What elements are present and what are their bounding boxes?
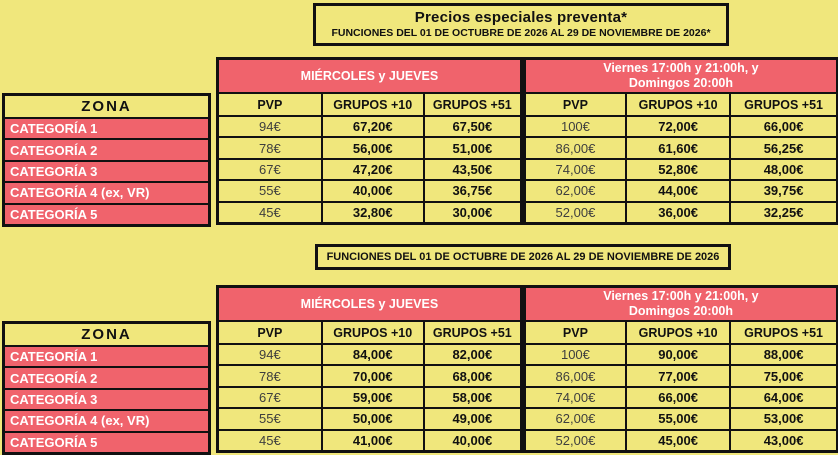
col-header-pvp: PVP [523, 93, 626, 116]
price-cell: 32,80€ [322, 202, 424, 224]
price-cell: 56,25€ [730, 137, 837, 158]
price-cell: 53,00€ [730, 408, 837, 429]
regular-pricing-section [2, 285, 838, 455]
price-cell: 52,80€ [626, 159, 730, 180]
price-cell: 94€ [218, 344, 322, 365]
price-cell: 40,00€ [424, 430, 523, 452]
price-cell: 40,00€ [322, 180, 424, 201]
price-table-preventa [216, 57, 838, 225]
price-cell: 45€ [218, 202, 322, 224]
zona-table-preventa [2, 93, 211, 227]
price-cell: 67€ [218, 159, 322, 180]
price-cell: 56,00€ [322, 137, 424, 158]
price-row [218, 387, 838, 408]
day-header-midweek: MIÉRCOLES y JUEVES [218, 287, 523, 322]
col-header-grupos10: GRUPOS +10 [626, 93, 730, 116]
weekend-schedule-line1: Viernes 17:00h y 21:00h, y [603, 289, 759, 303]
price-cell: 52,00€ [523, 430, 626, 452]
price-row [218, 430, 838, 452]
col-header-grupos51: GRUPOS +51 [424, 321, 523, 344]
col-header-pvp: PVP [523, 321, 626, 344]
price-cell: 84,00€ [322, 344, 424, 365]
category-cell: CATEGORÍA 5 [4, 204, 210, 226]
price-cell: 90,00€ [626, 344, 730, 365]
price-row [218, 408, 838, 429]
price-row [218, 180, 838, 201]
day-header-weekend [523, 59, 838, 94]
price-cell: 86,00€ [523, 365, 626, 386]
col-header-grupos51: GRUPOS +51 [730, 321, 837, 344]
price-cell: 48,00€ [730, 159, 837, 180]
price-row [218, 365, 838, 386]
day-header-midweek: MIÉRCOLES y JUEVES [218, 59, 523, 94]
price-cell: 66,00€ [730, 116, 837, 137]
price-cell: 32,25€ [730, 202, 837, 224]
zona-table-regular [2, 321, 211, 455]
col-header-grupos10: GRUPOS +10 [322, 93, 424, 116]
price-cell: 45,00€ [626, 430, 730, 452]
col-header-grupos51: GRUPOS +51 [730, 93, 837, 116]
price-cell: 70,00€ [322, 365, 424, 386]
price-cell: 52,00€ [523, 202, 626, 224]
col-header-pvp: PVP [218, 93, 322, 116]
price-cell: 75,00€ [730, 365, 837, 386]
preventa-title: Precios especiales preventa* [414, 9, 628, 26]
price-cell: 67€ [218, 387, 322, 408]
category-cell: CATEGORÍA 1 [4, 118, 210, 139]
price-row [218, 116, 838, 137]
price-cell: 43,50€ [424, 159, 523, 180]
col-header-grupos10: GRUPOS +10 [626, 321, 730, 344]
price-cell: 74,00€ [523, 387, 626, 408]
price-cell: 47,20€ [322, 159, 424, 180]
preventa-header-box [313, 3, 729, 46]
price-cell: 55€ [218, 180, 322, 201]
price-cell: 58,00€ [424, 387, 523, 408]
price-cell: 82,00€ [424, 344, 523, 365]
price-cell: 66,00€ [626, 387, 730, 408]
price-cell: 68,00€ [424, 365, 523, 386]
price-row [218, 137, 838, 158]
price-cell: 41,00€ [322, 430, 424, 452]
col-header-grupos51: GRUPOS +51 [424, 93, 523, 116]
category-cell: CATEGORÍA 4 (ex, VR) [4, 410, 210, 431]
section2-header-box [315, 244, 731, 270]
price-cell: 49,00€ [424, 408, 523, 429]
price-cell: 39,75€ [730, 180, 837, 201]
price-cell: 55,00€ [626, 408, 730, 429]
price-cell: 64,00€ [730, 387, 837, 408]
weekend-schedule-line2: Domingos 20:00h [628, 304, 734, 318]
price-cell: 72,00€ [626, 116, 730, 137]
price-cell: 61,60€ [626, 137, 730, 158]
zona-header: ZONA [4, 95, 210, 119]
price-cell: 30,00€ [424, 202, 523, 224]
category-cell: CATEGORÍA 3 [4, 389, 210, 410]
price-cell: 94€ [218, 116, 322, 137]
day-header-weekend [523, 287, 838, 322]
col-header-pvp: PVP [218, 321, 322, 344]
price-cell: 50,00€ [322, 408, 424, 429]
price-cell: 78€ [218, 365, 322, 386]
category-cell: CATEGORÍA 4 (ex, VR) [4, 182, 210, 203]
price-cell: 62,00€ [523, 180, 626, 201]
preventa-pricing-section [2, 57, 838, 227]
price-row [218, 159, 838, 180]
price-cell: 100€ [523, 344, 626, 365]
price-cell: 74,00€ [523, 159, 626, 180]
price-table-regular [216, 285, 838, 453]
price-cell: 55€ [218, 408, 322, 429]
price-row [218, 344, 838, 365]
price-row [218, 202, 838, 224]
price-cell: 86,00€ [523, 137, 626, 158]
weekend-schedule-line1: Viernes 17:00h y 21:00h, y [603, 61, 759, 75]
section2-title: FUNCIONES DEL 01 DE OCTUBRE DE 2026 AL 29 DE NOVIEMBRE DE 2026 [326, 251, 720, 263]
preventa-subtitle: FUNCIONES DEL 01 DE OCTUBRE DE 2026 AL 29 DE NOVIEMBRE DE 2026* [331, 27, 711, 39]
price-cell: 67,50€ [424, 116, 523, 137]
category-cell: CATEGORÍA 2 [4, 367, 210, 388]
zona-header: ZONA [4, 323, 210, 347]
category-cell: CATEGORÍA 1 [4, 346, 210, 367]
price-cell: 100€ [523, 116, 626, 137]
price-cell: 44,00€ [626, 180, 730, 201]
price-cell: 51,00€ [424, 137, 523, 158]
weekend-schedule-line2: Domingos 20:00h [628, 76, 734, 90]
price-cell: 36,75€ [424, 180, 523, 201]
price-cell: 78€ [218, 137, 322, 158]
price-cell: 43,00€ [730, 430, 837, 452]
col-header-grupos10: GRUPOS +10 [322, 321, 424, 344]
price-cell: 62,00€ [523, 408, 626, 429]
price-cell: 59,00€ [322, 387, 424, 408]
price-cell: 88,00€ [730, 344, 837, 365]
category-cell: CATEGORÍA 3 [4, 161, 210, 182]
price-cell: 36,00€ [626, 202, 730, 224]
category-cell: CATEGORÍA 5 [4, 432, 210, 454]
price-cell: 77,00€ [626, 365, 730, 386]
price-cell: 45€ [218, 430, 322, 452]
price-cell: 67,20€ [322, 116, 424, 137]
category-cell: CATEGORÍA 2 [4, 139, 210, 160]
